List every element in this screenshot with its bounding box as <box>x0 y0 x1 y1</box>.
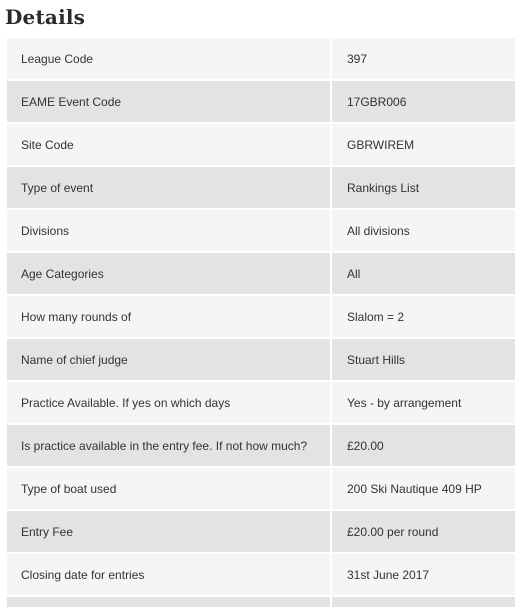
row-label: Is practice available in the entry fee. If not how much? <box>7 425 332 468</box>
row-label: Practice Available. If yes on which days <box>7 382 332 425</box>
table-row <box>7 253 515 296</box>
row-value: £20.00 <box>332 425 515 468</box>
table-row <box>7 382 515 425</box>
table-row <box>7 38 515 81</box>
row-label: Divisions <box>7 210 332 253</box>
row-label: Closing date for entries <box>7 554 332 597</box>
table-row <box>7 468 515 511</box>
table-row <box>7 81 515 124</box>
row-label: Site Code <box>7 124 332 167</box>
row-value: 200 Ski Nautique 409 HP <box>332 468 515 511</box>
row-label: EAME Event Code <box>7 81 332 124</box>
row-value: GBRWIREM <box>332 124 515 167</box>
row-value: 17GBR006 <box>332 81 515 124</box>
row-value: 31st June 2017 <box>332 554 515 597</box>
details-table <box>7 38 515 609</box>
table-row <box>7 124 515 167</box>
details-heading: Details <box>5 5 86 29</box>
row-value: All <box>332 253 515 296</box>
table-row <box>7 425 515 468</box>
row-label: Type of boat used <box>7 468 332 511</box>
table-row <box>7 167 515 210</box>
row-value: All divisions <box>332 210 515 253</box>
row-value: Slalom = 2 <box>332 296 515 339</box>
row-value: Stuart Hills <box>332 339 515 382</box>
row-value-partial <box>332 597 515 609</box>
row-label: League Code <box>7 38 332 81</box>
row-label: Type of event <box>7 167 332 210</box>
row-value: £20.00 per round <box>332 511 515 554</box>
table-row <box>7 511 515 554</box>
table-row <box>7 339 515 382</box>
table-row <box>7 554 515 597</box>
row-label: Entry Fee <box>7 511 332 554</box>
row-value: Yes - by arrangement <box>332 382 515 425</box>
row-label: Name of chief judge <box>7 339 332 382</box>
table-row-partial <box>7 597 515 609</box>
row-label-partial <box>7 597 332 609</box>
row-value: Rankings List <box>332 167 515 210</box>
table-row <box>7 210 515 253</box>
table-row <box>7 296 515 339</box>
row-label: How many rounds of <box>7 296 332 339</box>
row-label: Age Categories <box>7 253 332 296</box>
row-value: 397 <box>332 38 515 81</box>
